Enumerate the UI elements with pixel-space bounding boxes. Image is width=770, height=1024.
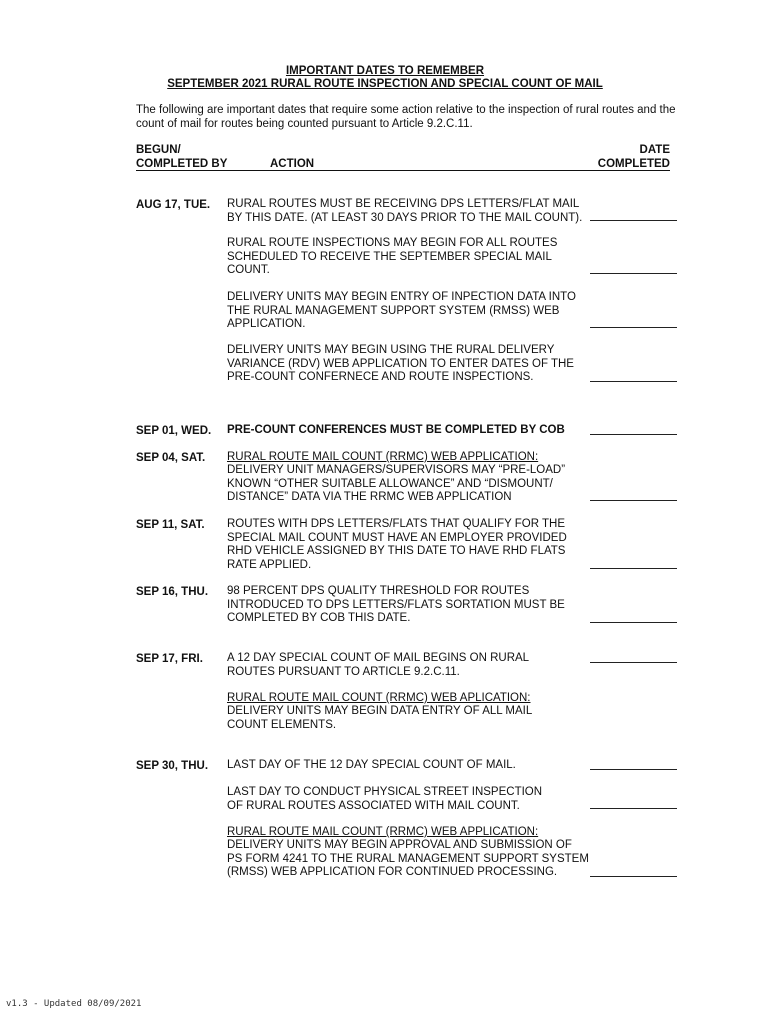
entry-action-heading: RURAL ROUTE MAIL COUNT (RRMC) WEB APPLICATION: — [227, 826, 539, 838]
entry-action: ROUTES WITH DPS LETTERS/FLATS THAT QUALIFY FOR THE SPECIAL MAIL COUNT MUST HAVE AN EMPLOYER PROVIDED RHD VEHICLE ASSIGNED BY THIS DATE TO HAVE RHD FLATS RATE APPLIED. — [227, 518, 567, 571]
entry-date: SEP 04, SAT. — [136, 452, 206, 464]
entry-action: 98 PERCENT DPS QUALITY THRESHOLD FOR ROUTES INTRODUCED TO DPS LETTERS/FLATS SORTATION MUST BE COMPLETED BY COB THIS DATE. — [227, 585, 565, 624]
date-completed-blank[interactable] — [590, 220, 677, 221]
header-date: DATE — [639, 144, 670, 156]
date-completed-blank[interactable] — [590, 500, 677, 501]
entry-date: SEP 17, FRI. — [136, 653, 203, 665]
date-completed-blank[interactable] — [590, 662, 677, 663]
entry-action: DELIVERY UNITS MAY BEGIN APPROVAL AND SUBMISSION OF PS FORM 4241 TO THE RURAL MANAGEMENT SUPPORT SYSTEM (RMSS) WEB APPLICATION FOR CONTINUED PROCESSING. — [227, 839, 589, 878]
document-title: IMPORTANT DATES TO REMEMBER — [285, 65, 485, 77]
date-completed-blank[interactable] — [590, 381, 677, 382]
version-footer: v1.3 - Updated 08/09/2021 — [6, 999, 142, 1009]
intro-paragraph: The following are important dates that require some action relative to the inspection of rural routes and the count of mail for routes being counted pursuant to Article 9.2.C.11. — [136, 104, 676, 130]
date-completed-blank[interactable] — [590, 622, 677, 623]
entry-action: DELIVERY UNIT MANAGERS/SUPERVISORS MAY “PRE-LOAD” KNOWN “OTHER SUITABLE ALLOWANCE” AND “DISMOUNT/ DISTANCE” DATA VIA THE RRMC WEB APPLICATION — [227, 464, 566, 503]
date-completed-blank[interactable] — [590, 327, 677, 328]
header-rule — [136, 170, 670, 171]
date-completed-blank[interactable] — [590, 876, 677, 877]
entry-action: PRE-COUNT CONFERENCES MUST BE COMPLETED BY COB — [227, 424, 565, 436]
entry-action: RURAL ROUTE INSPECTIONS MAY BEGIN FOR ALL ROUTES SCHEDULED TO RECEIVE THE SEPTEMBER SPECIAL MAIL COUNT. — [227, 237, 558, 276]
date-completed-blank[interactable] — [590, 273, 677, 274]
entry-date: SEP 11, SAT. — [136, 519, 205, 531]
document-subtitle: SEPTEMBER 2021 RURAL ROUTE INSPECTION AND SPECIAL COUNT OF MAIL — [167, 78, 603, 90]
date-completed-blank[interactable] — [590, 769, 677, 770]
entry-action-heading: RURAL ROUTE MAIL COUNT (RRMC) WEB APPLICATION: — [227, 451, 539, 463]
entry-action: DELIVERY UNITS MAY BEGIN USING THE RURAL DELIVERY VARIANCE (RDV) WEB APPLICATION TO ENTER DATES OF THE PRE-COUNT CONFERNECE AND ROUTE INSPECTIONS. — [227, 344, 574, 383]
header-completed-by: COMPLETED BY — [136, 158, 228, 170]
entry-date: SEP 16, THU. — [136, 586, 209, 598]
header-date-completed: COMPLETED — [597, 158, 670, 170]
entry-action-heading: RURAL ROUTE MAIL COUNT (RRMC) WEB APLICATION: — [227, 692, 531, 704]
entry-action: DELIVERY UNITS MAY BEGIN ENTRY OF INPECTION DATA INTO THE RURAL MANAGEMENT SUPPORT SYSTEM (RMSS) WEB APPLICATION. — [227, 291, 576, 330]
header-begun: BEGUN/ — [136, 144, 181, 156]
header-action: ACTION — [270, 158, 315, 170]
entry-action: RURAL ROUTES MUST BE RECEIVING DPS LETTERS/FLAT MAIL BY THIS DATE. (AT LEAST 30 DAYS PRIOR TO THE MAIL COUNT). — [227, 198, 583, 224]
entry-date: SEP 30, THU. — [136, 760, 209, 772]
date-completed-blank[interactable] — [590, 808, 677, 809]
entry-action: A 12 DAY SPECIAL COUNT OF MAIL BEGINS ON RURAL ROUTES PURSUANT TO ARTICLE 9.2.C.11. — [227, 652, 530, 678]
entry-date: AUG 17, TUE. — [136, 199, 211, 211]
entry-date: SEP 01, WED. — [136, 425, 212, 437]
date-completed-blank[interactable] — [590, 434, 677, 435]
entry-action: LAST DAY TO CONDUCT PHYSICAL STREET INSPECTION OF RURAL ROUTES ASSOCIATED WITH MAIL COUNT. — [227, 786, 543, 812]
date-completed-blank[interactable] — [590, 568, 677, 569]
entry-action: LAST DAY OF THE 12 DAY SPECIAL COUNT OF MAIL. — [227, 759, 516, 771]
entry-action: DELIVERY UNITS MAY BEGIN DATA ENTRY OF ALL MAIL COUNT ELEMENTS. — [227, 705, 533, 731]
